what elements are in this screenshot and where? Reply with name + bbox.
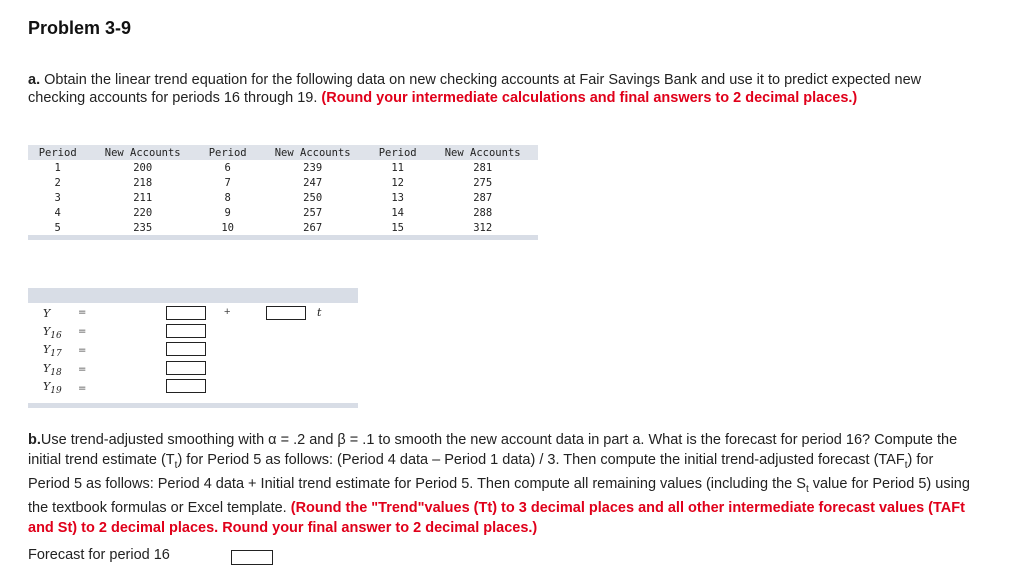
part-a-label: a. — [28, 72, 41, 88]
y16-input[interactable] — [166, 324, 206, 338]
equals-sign: = — [78, 307, 87, 318]
col-header-accounts-2: New Accounts — [257, 145, 368, 160]
table-cell: 267 — [303, 221, 323, 234]
table-cell: 14 — [391, 206, 404, 219]
part-b-sub-1: t — [174, 459, 178, 471]
y19-label — [43, 380, 62, 396]
table-cell: 218 — [133, 176, 153, 189]
table-cell: 288 — [473, 206, 493, 219]
part-a-instruction: (Round your intermediate calculations and final answers to 2 decimal places.) — [321, 90, 858, 106]
table-row — [28, 175, 538, 190]
table-cell: 9 — [224, 206, 231, 219]
y18-var: Y — [43, 362, 51, 375]
part-b-question — [28, 431, 978, 538]
y-label: Y — [43, 307, 51, 320]
table-cell: 247 — [303, 176, 323, 189]
table-footer-bar — [28, 235, 538, 240]
table-cell: 220 — [133, 206, 153, 219]
y18-label — [43, 362, 62, 378]
slope-input[interactable] — [266, 306, 306, 320]
table-cell: 8 — [224, 191, 231, 204]
part-b-instruction: (Round the "Trend"values (Tt) to 3 decimal places and all other intermediate forecast values (TAFt and St) to 2 decimal places. Round your final answer to 2 decimal places.) — [28, 500, 965, 536]
table-cell: 250 — [303, 191, 323, 204]
part-b-text-2: ) for Period 5 as follows: (Period 4 data – Period 1 data) / 3. Then compute the initial trend-adjusted forecast (TAF — [177, 451, 905, 468]
part-b-text-4: value for Period 5) using the textbook formulas or Excel template. — [28, 475, 970, 517]
table-cell: 1 — [54, 161, 61, 174]
y16-sub: 16 — [50, 331, 62, 342]
trend-equation-answer-block — [28, 288, 358, 408]
table-row — [28, 160, 538, 175]
col-header-period-3: Period — [368, 145, 427, 160]
col-header-accounts-1: New Accounts — [87, 145, 198, 160]
y19-sub: 19 — [50, 386, 62, 397]
table-cell: 200 — [133, 161, 153, 174]
y17-sub: 17 — [50, 349, 62, 360]
intercept-input[interactable] — [166, 306, 206, 320]
col-header-period-2: Period — [198, 145, 257, 160]
equals-sign: = — [78, 364, 87, 375]
table-cell: 5 — [54, 221, 61, 234]
y17-input[interactable] — [166, 342, 206, 356]
table-footer-cell — [28, 235, 538, 240]
y19-input[interactable] — [166, 379, 206, 393]
answer-block-top-bar — [28, 288, 358, 303]
table-cell: 7 — [224, 176, 231, 189]
table-cell: 312 — [473, 221, 493, 234]
data-table — [28, 145, 538, 240]
table-cell: 239 — [303, 161, 323, 174]
t-label: t — [317, 306, 322, 319]
y16-var: Y — [43, 325, 51, 338]
table-cell: 211 — [133, 191, 153, 204]
table-cell: 3 — [54, 191, 61, 204]
part-b-sub-2: t — [904, 459, 908, 471]
equals-sign: = — [78, 345, 87, 356]
table-cell: 257 — [303, 206, 323, 219]
table-row — [28, 190, 538, 205]
answer-block-bottom-bar — [28, 403, 358, 408]
table-row — [28, 205, 538, 220]
table-cell: 10 — [221, 221, 234, 234]
part-b-text-3: ) for Period 5 as follows: Period 4 data + Initial trend estimate for Period 5. Then compute all remaining values (including the S — [28, 451, 934, 492]
table-cell: 281 — [473, 161, 493, 174]
table-cell: 11 — [391, 161, 404, 174]
table-cell: 275 — [473, 176, 493, 189]
y18-sub: 18 — [50, 368, 62, 379]
part-b-label: b. — [28, 432, 41, 448]
col-header-accounts-3: New Accounts — [427, 145, 538, 160]
forecast-period-16-input[interactable] — [231, 550, 273, 565]
forecast-label: Forecast for period 16 — [28, 547, 170, 563]
y17-label — [43, 343, 62, 359]
y18-input[interactable] — [166, 361, 206, 375]
part-b-text-1: Use trend-adjusted smoothing with α = .2 and β = .1 to smooth the new account data in part a. What is the forecast for period 16? Compute the initial trend estimate (T — [28, 432, 958, 468]
page-title: Problem 3-9 — [28, 18, 132, 38]
part-b-sub-3: t — [805, 483, 809, 495]
table-header-row — [28, 145, 538, 160]
col-header-period-1: Period — [28, 145, 87, 160]
table-cell: 235 — [133, 221, 153, 234]
table-row — [28, 220, 538, 235]
table-cell: 12 — [391, 176, 404, 189]
plus-sign: + — [224, 306, 231, 318]
table-cell: 6 — [224, 161, 231, 174]
table-cell: 15 — [391, 221, 404, 234]
part-a-text: Obtain the linear trend equation for the following data on new checking accounts at Fair Savings Bank and use it to predict expected new checking accounts for periods 16 through 19. — [28, 72, 922, 106]
equals-sign: = — [78, 326, 87, 337]
y16-label — [43, 325, 62, 341]
table-cell: 287 — [473, 191, 493, 204]
y17-var: Y — [43, 343, 51, 356]
y19-var: Y — [43, 380, 51, 393]
part-a-question — [28, 71, 978, 107]
equals-sign: = — [78, 383, 87, 394]
table-cell: 4 — [54, 206, 61, 219]
table-cell: 13 — [391, 191, 404, 204]
table-cell: 2 — [54, 176, 61, 189]
